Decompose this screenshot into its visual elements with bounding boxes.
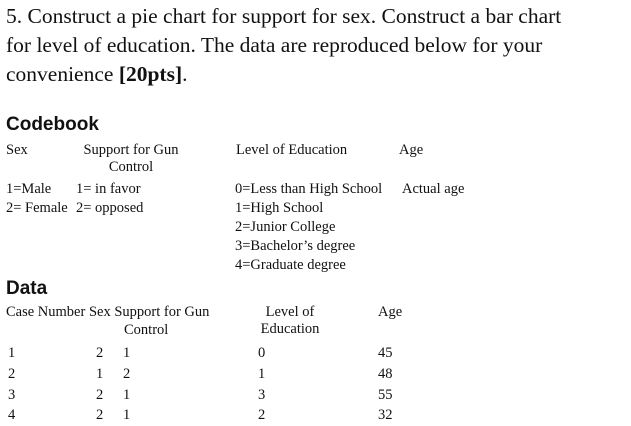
data-title: Data: [6, 278, 48, 299]
cell-case: 1: [8, 345, 16, 361]
cell-sex: 2: [96, 387, 104, 403]
sex-code-female: 2= Female: [6, 200, 68, 216]
education-code-0: 0=Less than High School: [235, 181, 383, 197]
cell-case: 2: [8, 366, 16, 382]
cell-education: 3: [258, 387, 266, 403]
cell-case: 4: [8, 407, 16, 423]
points-label: [20pts]: [118, 62, 183, 86]
education-code-1: 1=High School: [235, 200, 324, 216]
education-code-2: 2=Junior College: [235, 219, 336, 235]
cell-support: 1: [123, 345, 131, 361]
data-header-case-sex-support: Case Number Sex Support for Gun: [6, 304, 210, 320]
data-header-control: Control: [124, 322, 169, 338]
question-line-2: for level of education. The data are reproduced below for your: [6, 33, 543, 57]
cell-case: 3: [8, 387, 16, 403]
codebook-header-support: [76, 142, 186, 176]
cell-age: 45: [378, 345, 393, 361]
codebook-header-age: Age: [399, 142, 424, 158]
age-code: Actual age: [402, 181, 465, 197]
codebook-header-sex: Sex: [6, 142, 28, 158]
education-code-4: 4=Graduate degree: [235, 257, 346, 273]
cell-education: 0: [258, 345, 266, 361]
question-line-3: [6, 62, 188, 87]
support-code-opposed: 2= opposed: [76, 200, 144, 216]
cell-age: 48: [378, 366, 393, 382]
codebook-header-support-line2: Control: [108, 159, 154, 175]
cell-sex: 2: [96, 407, 104, 423]
support-code-favor: 1= in favor: [76, 181, 141, 197]
cell-sex: 2: [96, 345, 104, 361]
cell-education: 1: [258, 366, 266, 382]
cell-support: 1: [123, 407, 131, 423]
codebook-title: Codebook: [6, 114, 99, 135]
data-header-education: [250, 304, 330, 338]
cell-support: 1: [123, 387, 131, 403]
question-line-3-text: convenience: [6, 62, 119, 86]
education-code-3: 3=Bachelor’s degree: [235, 238, 356, 254]
data-header-age: Age: [378, 304, 403, 320]
cell-sex: 1: [96, 366, 104, 382]
question-line-1: 5. Construct a pie chart for support for sex. Construct a bar chart: [6, 4, 562, 28]
codebook-header-education: Level of Education: [236, 142, 348, 158]
cell-education: 2: [258, 407, 266, 423]
cell-age: 32: [378, 407, 393, 423]
data-header-education-line1: Level of: [265, 304, 315, 320]
data-header-education-line2: Education: [260, 321, 320, 337]
cell-age: 55: [378, 387, 393, 403]
cell-support: 2: [123, 366, 131, 382]
codebook-header-support-line1: Support for Gun: [83, 142, 179, 158]
question-line-3-end: .: [182, 62, 188, 86]
sex-code-male: 1=Male: [6, 181, 52, 197]
